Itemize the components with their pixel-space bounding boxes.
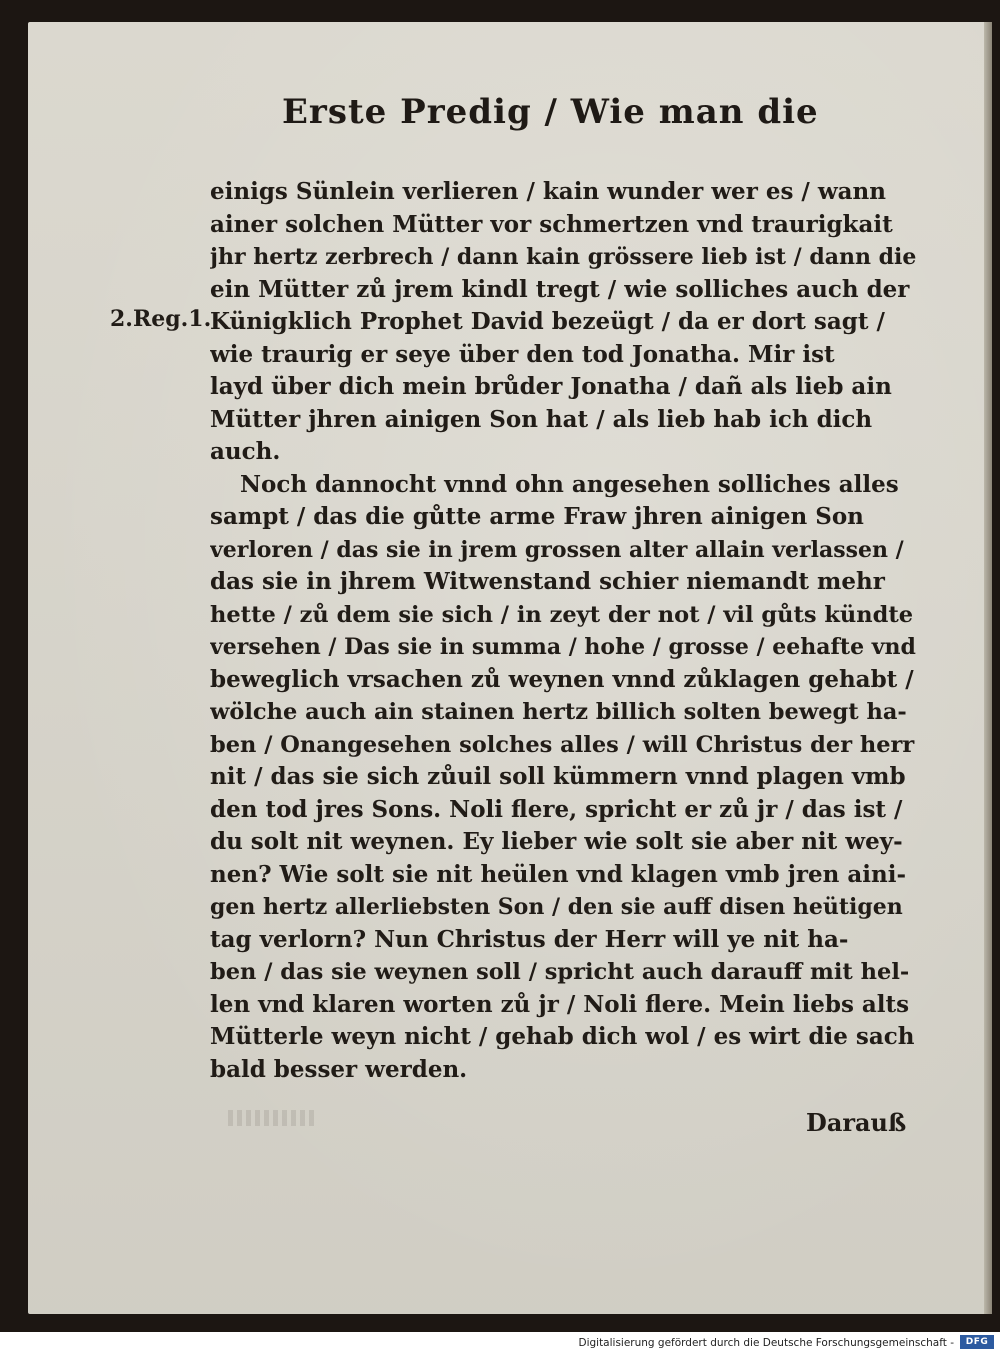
text-line: len vnd klaren worten zů jr / Noli flere. Mein liebs alts xyxy=(210,990,910,1018)
text-line: versehen / Das sie in summa / hohe / grosse / eehafte vnd xyxy=(210,634,916,660)
text-line: nit / das sie sich zůuil soll kümmern vnnd plagen vmb xyxy=(210,763,906,790)
text-line: gen hertz allerliebsten Son / den sie auff disen heütigen xyxy=(210,894,903,920)
text-line: den tod jres Sons. Noli flere, spricht er zů jr / das ist / xyxy=(210,795,903,823)
text-line: ben / das sie weynen soll / spricht auch darauff mit hel- xyxy=(210,959,910,985)
text-line: layd über dich mein brůder Jonatha / dañ als lieb ain xyxy=(210,373,892,400)
dfg-logo: DFG xyxy=(960,1335,994,1349)
show-through-marks xyxy=(228,1110,318,1126)
text-line: ainer solchen Mütter vor schmertzen vnd traurigkait xyxy=(210,210,893,238)
text-line: verloren / das sie in jrem grossen alter allain verlassen / xyxy=(210,536,904,563)
text-line: Künigklich Prophet David bezeügt / da er dort sagt / xyxy=(210,308,885,335)
digitization-credit: Digitalisierung gefördert durch die Deutsche Forschungsgemeinschaft - xyxy=(578,1337,954,1349)
text-line: auch. xyxy=(210,438,281,465)
text-line: wie traurig er seye über den tod Jonatha. Mir ist xyxy=(210,340,835,368)
text-line: nen? Wie solt sie nit heülen vnd klagen vmb jren aini- xyxy=(210,860,907,888)
text-line: einigs Sünlein verlieren / kain wunder wer es / wann xyxy=(210,178,886,205)
text-line: Mütterle weyn nicht / gehab dich wol / es wirt die sach xyxy=(210,1023,915,1050)
text-line: bald besser werden. xyxy=(210,1055,468,1083)
body-text xyxy=(210,176,918,1086)
text-line: wölche auch ain stainen hertz billich solten bewegt ha- xyxy=(210,699,907,725)
running-head: Erste Predig / Wie man die xyxy=(282,92,819,132)
text-line: hette / zů dem sie sich / in zeyt der not / vil gůts kündte xyxy=(210,601,914,628)
text-line: sampt / das die gůtte arme Fraw jhren ainigen Son xyxy=(210,503,864,530)
text-line: ben / Onangesehen solches alles / will Christus der herr xyxy=(210,731,915,758)
text-line: Noch dannocht vnnd ohn angesehen solliches alles xyxy=(240,470,899,498)
text-line: beweglich vrsachen zů weynen vnnd zůklagen gehabt / xyxy=(210,665,914,693)
page-edge xyxy=(984,22,992,1314)
text-line: Mütter jhren ainigen Son hat / als lieb hab ich dich xyxy=(210,405,873,433)
text-line: das sie in jhrem Witwenstand schier niemandt mehr xyxy=(210,568,885,595)
text-line: ein Mütter zů jrem kindl tregt / wie solliches auch der xyxy=(210,275,910,303)
text-line: du solt nit weynen. Ey lieber wie solt sie aber nit wey- xyxy=(210,828,903,855)
margin-note: 2.Reg.1. xyxy=(110,306,212,332)
text-line: jhr hertz zerbrech / dann kain grössere lieb ist / dann die xyxy=(210,244,917,270)
text-line: tag verlorn? Nun Christus der Herr will ye nit ha- xyxy=(210,925,849,953)
catchword: Darauß xyxy=(806,1108,907,1137)
